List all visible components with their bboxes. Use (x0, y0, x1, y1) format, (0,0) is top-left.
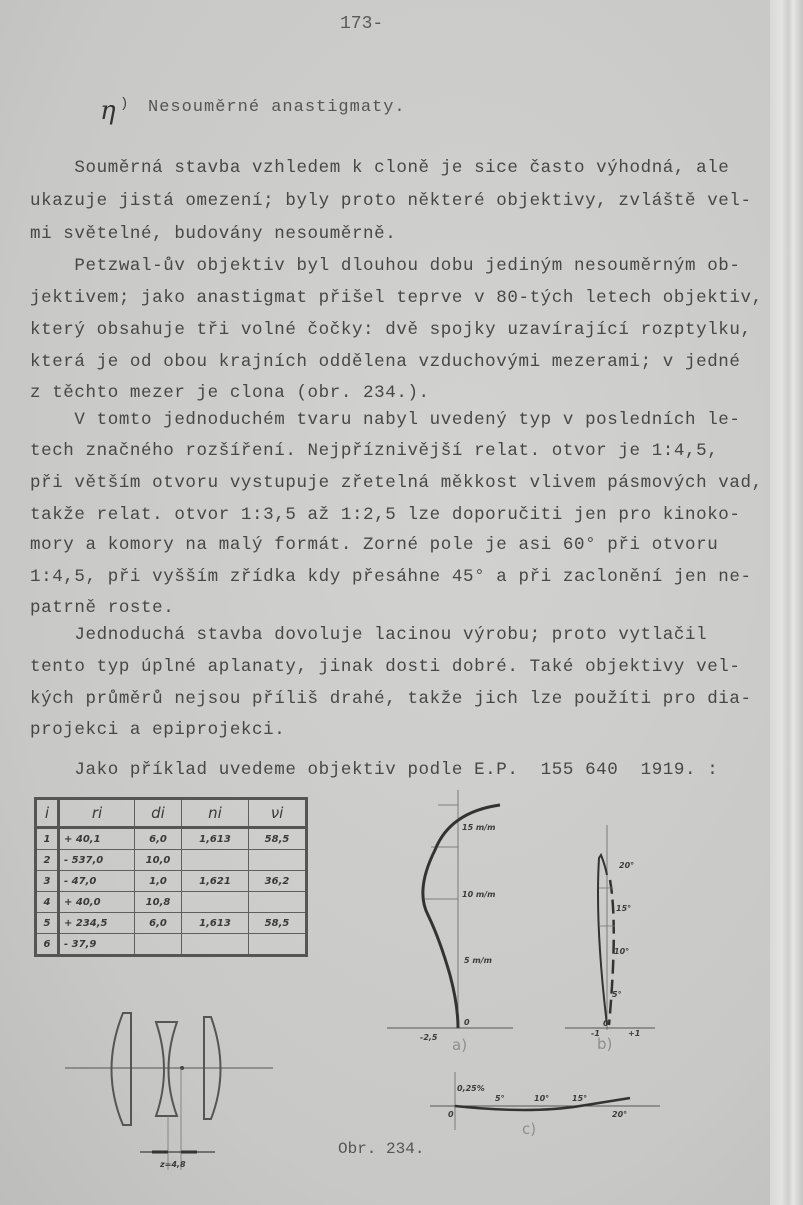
text-line: Petzwal-ův objektiv byl dlouhou dobu jediným nesouměrným ob- (30, 256, 741, 276)
tick-5: 5 m/m (464, 956, 492, 965)
text-line: projekci a epiprojekci. (30, 720, 286, 740)
header-ri: ri (59, 799, 135, 828)
table-row (36, 913, 307, 934)
plot-label-c: c) (522, 1120, 537, 1138)
cell (135, 934, 182, 956)
tick-15: 15 m/m (462, 823, 496, 832)
figure-caption: Obr. 234. (338, 1140, 425, 1158)
table-header-row (36, 799, 307, 828)
cell: 2 (36, 850, 59, 871)
tick-10: 10° (614, 947, 630, 956)
tick-20: 20° (612, 1110, 628, 1119)
plot-c (420, 1060, 670, 1140)
plot-b (555, 825, 665, 1053)
plot-label-a: a) (452, 1036, 468, 1054)
table-row (36, 828, 307, 850)
cell: 1,613 (182, 913, 249, 934)
header-di: di (135, 799, 182, 828)
text-line: mi světelné, budovány nesouměrně. (30, 224, 397, 244)
cell: 6,0 (135, 828, 182, 850)
text-line: Jako příklad uvedeme objektiv podle E.P. 155 640 1919. : (30, 760, 719, 780)
plot-a (380, 790, 530, 1054)
cell: 6,0 (135, 913, 182, 934)
cell: 36,2 (249, 871, 307, 892)
table-row (36, 892, 307, 913)
text-line: Souměrná stavba vzhledem k cloně je sice často výhodná, ale (30, 158, 730, 178)
cell: + 40,0 (59, 892, 135, 913)
section-marker-paren: ) (120, 96, 129, 112)
cell: 58,5 (249, 828, 307, 850)
cell (182, 850, 249, 871)
table-row (36, 871, 307, 892)
tick-15: 15° (572, 1094, 588, 1103)
tick-10: 10° (534, 1094, 550, 1103)
cell: 10,0 (135, 850, 182, 871)
tick-0: 0 (464, 1018, 470, 1027)
header-i: i (36, 799, 59, 828)
text-line: 1:4,5, při vyšším zřídka kdy přesáhne 45° a při zaclonění jen ne- (30, 567, 752, 587)
cell (249, 850, 307, 871)
section-marker: η (100, 96, 116, 126)
cell: 1 (36, 828, 59, 850)
table-row (36, 934, 307, 956)
text-line: kých průměrů nejsou příliš drahé, takže jich lze použíti pro dia- (30, 689, 752, 709)
tick-5: 5° (612, 990, 622, 999)
cell: 4 (36, 892, 59, 913)
plot-label-b: b) (597, 1035, 613, 1053)
text-line: tech značného rozšíření. Nejpříznivější relat. otvor je 1:4,5, (30, 441, 719, 461)
cell: 5 (36, 913, 59, 934)
cell: 6 (36, 934, 59, 956)
lens-data-table (34, 797, 308, 957)
lens-cross-section-diagram (60, 1000, 300, 1200)
text-line: ukazuje jistá omezení; byly proto některé objektivy, zvláště vel- (30, 191, 752, 211)
cell: - 537,0 (59, 850, 135, 871)
cell: 10,8 (135, 892, 182, 913)
cell: 3 (36, 871, 59, 892)
text-line: která je od obou krajních oddělena vzduchovými mezerami; v jedné (30, 352, 741, 372)
tick-plus1: +1 (628, 1029, 641, 1038)
tick-y: 0,25% (457, 1084, 485, 1093)
cell: 1,621 (182, 871, 249, 892)
cell: 1,613 (182, 828, 249, 850)
text-line: při větším otvoru vystupuje zřetelná měkkost vlivem pásmových vad, (30, 473, 763, 493)
page-edge (770, 0, 803, 1205)
cell (249, 934, 307, 956)
cell: + 40,1 (59, 828, 135, 850)
tick-15: 15° (616, 904, 632, 913)
text-line: mory a komory na malý formát. Zorné pole je asi 60° při otvoru (30, 535, 719, 555)
tick-10: 10 m/m (462, 890, 496, 899)
page-number: 173- (340, 14, 384, 34)
table-row (36, 850, 307, 871)
cell (182, 934, 249, 956)
text-line: Jednoduchá stavba dovoluje lacinou výrobu; proto vytlačil (30, 625, 708, 645)
cell: + 234,5 (59, 913, 135, 934)
tick-20: 20° (619, 861, 635, 870)
cell (249, 892, 307, 913)
cell (182, 892, 249, 913)
cell: - 47,0 (59, 871, 135, 892)
tick-origin: 0 (448, 1110, 454, 1119)
dimension-label: z=4,8 (160, 1160, 186, 1169)
cell: - 37,9 (59, 934, 135, 956)
cell: 1,0 (135, 871, 182, 892)
tick-5: 5° (495, 1094, 505, 1103)
text-line: patrně roste. (30, 598, 175, 618)
header-vi: νi (249, 799, 307, 828)
text-line: z těchto mezer je clona (obr. 234.). (30, 383, 430, 403)
tick-minus1: -1 (591, 1029, 600, 1038)
cell: 58,5 (249, 913, 307, 934)
text-line: který obsahuje tři volné čočky: dvě spojky uzavírající rozptylku, (30, 320, 752, 340)
header-ni: ni (182, 799, 249, 828)
text-line: V tomto jednoduchém tvaru nabyl uvedený typ v posledních le- (30, 410, 741, 430)
text-line: tento typ úplné aplanaty, jinak dosti dobré. Také objektivy vel- (30, 657, 741, 677)
tick-0: 0 (603, 1019, 609, 1028)
tick-x: -2,5 (420, 1033, 438, 1042)
text-line: takže relat. otvor 1:3,5 až 1:2,5 lze doporučiti jen pro kinoko- (30, 505, 741, 525)
text-line: jektivem; jako anastigmat přišel teprve v 80-tých letech objektiv, (30, 288, 763, 308)
section-title: Nesouměrné anastigmaty. (148, 98, 406, 117)
